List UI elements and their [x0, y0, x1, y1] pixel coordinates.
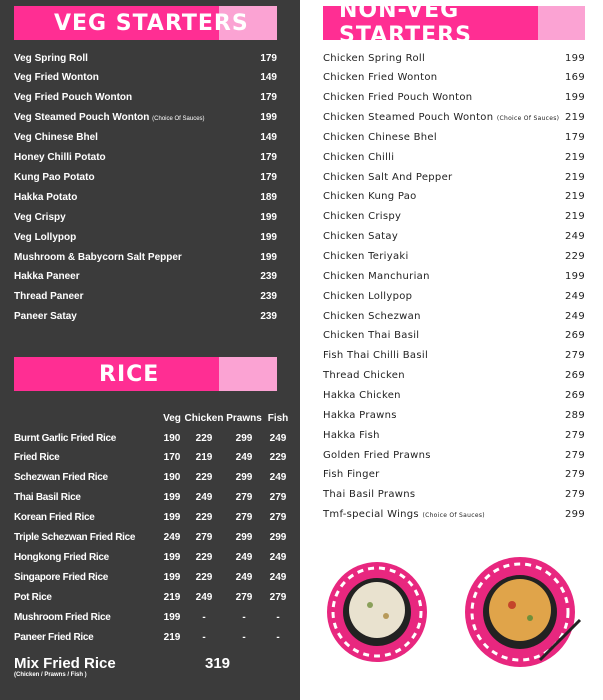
rice-item — [14, 587, 287, 607]
item-price: 199 — [565, 270, 585, 282]
rice-price: 219 — [163, 591, 181, 603]
rice-price: 199 — [163, 611, 181, 623]
item-name: Veg Crispy — [14, 211, 66, 223]
menu-item — [323, 207, 585, 227]
menu-item — [323, 445, 585, 465]
rice-column-headers — [14, 408, 289, 428]
item-price: 179 — [565, 131, 585, 143]
rice-item — [14, 567, 287, 587]
rice-header: RICE — [14, 357, 277, 391]
item-price: 169 — [565, 72, 585, 84]
rice-price: 199 — [163, 512, 181, 524]
item-price: 219 — [565, 211, 585, 223]
menu-item — [14, 247, 277, 267]
rice-price: - — [242, 611, 246, 623]
rice-bowls-image — [300, 550, 603, 700]
rice-price: - — [276, 631, 280, 643]
item-name: Hongkong Fried Rice — [14, 551, 109, 563]
item-name: Triple Schezwan Fried Rice — [14, 532, 136, 543]
item-name: Fish Thai Chilli Basil — [323, 350, 429, 362]
menu-item — [14, 68, 277, 88]
item-price: 279 — [565, 469, 585, 481]
item-name: Chicken Schezwan — [323, 310, 421, 322]
rice-item — [14, 607, 280, 627]
item-name: Veg Spring Roll — [14, 52, 88, 64]
menu-item — [323, 68, 585, 88]
rice-price: 249 — [163, 532, 181, 543]
bowl-veg-rice — [327, 562, 427, 662]
left-panel — [0, 0, 300, 700]
rice-price: 229 — [195, 472, 213, 484]
item-price: 149 — [260, 72, 277, 84]
item-note: (Choice Of Sauces) — [152, 116, 205, 123]
menu-item — [323, 108, 585, 128]
item-name: Hakka Potato — [14, 191, 78, 203]
menu-item — [14, 148, 277, 168]
item-price: 239 — [260, 311, 277, 323]
rice-price: 229 — [269, 452, 287, 464]
item-name: Thai Basil Prawns — [323, 489, 416, 501]
menu-item — [14, 128, 277, 148]
rice-price: 249 — [195, 492, 213, 504]
item-name: Chicken Kung Pao — [323, 191, 417, 203]
item-price: 269 — [565, 389, 585, 401]
menu-item — [323, 227, 585, 247]
item-price: 289 — [565, 409, 585, 421]
item-price: 179 — [260, 171, 277, 183]
item-price: 199 — [260, 211, 277, 223]
item-name: Chicken Steamed Pouch Wonton (Choice Of Sauces) — [323, 112, 560, 124]
item-name: Kung Pao Potato — [14, 171, 95, 183]
mix-fried-rice — [14, 655, 116, 678]
rice-price: 249 — [269, 432, 287, 444]
item-name: Chicken Satay — [323, 231, 399, 243]
menu-item — [323, 385, 585, 405]
item-price: 239 — [260, 291, 277, 303]
menu-item — [323, 366, 585, 386]
item-name: Hakka Chicken — [323, 389, 401, 401]
rice-item — [14, 488, 287, 508]
item-price: 179 — [260, 152, 277, 163]
item-name: Korean Fried Rice — [14, 512, 95, 524]
menu-item — [323, 346, 585, 366]
menu-item — [14, 108, 277, 128]
bowl-fried-rice — [465, 557, 580, 667]
rice-price: 249 — [269, 551, 287, 563]
rice-item — [14, 428, 287, 448]
item-note: (Choice Of Sauces) — [422, 512, 485, 520]
item-price: 219 — [565, 112, 585, 124]
menu-item — [14, 307, 277, 327]
mix-note: (Chicken / Prawns / Fish ) — [14, 672, 87, 678]
item-name: Thread Paneer — [14, 291, 84, 303]
menu-item — [323, 306, 585, 326]
rice-price: 229 — [195, 571, 213, 583]
rice-price: 190 — [163, 472, 181, 484]
item-price: 179 — [260, 52, 277, 64]
menu-item — [323, 505, 585, 525]
menu-item — [14, 187, 277, 207]
menu-item — [323, 405, 585, 425]
menu-item — [323, 465, 585, 485]
rice-price: - — [202, 611, 206, 623]
item-name: Tmf-special Wings (Choice Of Sauces) — [323, 509, 485, 521]
rice-price: 199 — [163, 571, 181, 583]
item-price: 269 — [565, 330, 585, 342]
item-name: Chicken Salt And Pepper — [323, 171, 453, 183]
right-panel — [300, 0, 603, 700]
rice-item — [14, 508, 287, 528]
rice-price: 279 — [269, 512, 287, 524]
rice-price: 279 — [235, 512, 253, 524]
item-name: Paneer Fried Rice — [14, 631, 94, 643]
item-name: Chicken Chilli — [323, 151, 395, 163]
menu-item — [14, 207, 277, 227]
item-price: 219 — [565, 171, 585, 183]
rice-price: 229 — [195, 551, 213, 563]
item-price: 199 — [260, 112, 277, 124]
item-name: Hakka Prawns — [323, 409, 397, 421]
rice-price: 229 — [195, 512, 213, 524]
item-name: Chicken Teriyaki — [323, 251, 409, 262]
menu-item — [323, 326, 585, 346]
menu-item — [323, 485, 585, 505]
item-name: Thai Basil Rice — [14, 492, 81, 504]
item-name: Chicken Chinese Bhel — [323, 131, 437, 143]
non-veg-starters-header: NON-VEG STARTERS — [323, 6, 585, 40]
rice-price: 279 — [195, 532, 213, 543]
item-price: 249 — [565, 290, 585, 302]
item-name: Thread Chicken — [323, 370, 405, 382]
rice-price: 199 — [163, 551, 181, 563]
rice-price: 249 — [235, 551, 253, 563]
rice-price: - — [202, 631, 206, 643]
item-name: Burnt Garlic Fried Rice — [14, 432, 117, 444]
mix-name: Mix Fried Rice — [14, 655, 116, 672]
item-name: Chicken Fried Pouch Wonton — [323, 92, 473, 104]
menu-item — [323, 88, 585, 108]
item-price: 279 — [565, 489, 585, 501]
item-price: 189 — [260, 191, 277, 203]
item-name: Fried Rice — [14, 452, 60, 464]
menu-item — [14, 267, 277, 287]
rice-price: 229 — [195, 432, 213, 444]
rice-price: 190 — [163, 432, 181, 444]
rice-item — [14, 627, 280, 647]
menu-item — [14, 227, 277, 247]
item-price: 199 — [260, 251, 277, 263]
item-name: Singapore Fried Rice — [14, 571, 109, 583]
menu-item — [323, 147, 585, 167]
item-name: Veg Steamed Pouch Wonton (Choice Of Sauces) — [14, 112, 205, 124]
rice-price: 170 — [163, 452, 181, 464]
item-name: Hakka Fish — [323, 429, 380, 441]
rice-column-header: Prawns — [226, 412, 262, 424]
rice-price: 199 — [163, 492, 181, 504]
item-price: 249 — [565, 231, 585, 243]
rice-price: 299 — [235, 472, 253, 484]
item-price: 219 — [565, 151, 585, 163]
rice-column-header: Chicken — [184, 412, 224, 424]
item-name: Chicken Fried Wonton — [323, 72, 438, 84]
veg-starters-header: VEG STARTERS — [14, 6, 277, 40]
item-price: 199 — [565, 52, 585, 64]
item-name: Veg Chinese Bhel — [14, 132, 98, 144]
item-name: Chicken Crispy — [323, 211, 402, 223]
item-price: 199 — [565, 92, 585, 104]
item-name: Mushroom Fried Rice — [14, 611, 111, 623]
rice-price: 249 — [269, 472, 287, 484]
item-name: Fish Finger — [323, 469, 380, 481]
rice-price: 299 — [235, 532, 253, 543]
rice-price: 279 — [269, 591, 287, 603]
menu-item — [323, 127, 585, 147]
menu-item — [323, 266, 585, 286]
item-name: Paneer Satay — [14, 311, 77, 323]
item-name: Schezwan Fried Rice — [14, 472, 108, 484]
item-name: Pot Rice — [14, 591, 52, 603]
rice-price: - — [276, 611, 280, 623]
menu-item — [323, 48, 585, 68]
rice-price: 249 — [235, 452, 253, 464]
item-price: 179 — [260, 92, 277, 104]
rice-column-header: Fish — [267, 412, 289, 424]
rice-price: 299 — [235, 432, 253, 444]
item-note: (Choice Of Sauces) — [496, 115, 560, 123]
item-price: 279 — [565, 449, 585, 461]
rice-price: 219 — [163, 631, 181, 643]
menu-item — [323, 167, 585, 187]
menu-item — [323, 286, 585, 306]
item-name: Mushroom & Babycorn Salt Pepper — [14, 251, 182, 263]
menu-item — [323, 187, 585, 207]
item-name: Veg Fried Pouch Wonton — [14, 92, 133, 104]
rice-item — [14, 448, 287, 468]
item-price: 279 — [565, 429, 585, 441]
item-name: Chicken Spring Roll — [323, 52, 426, 64]
item-name: Golden Fried Prawns — [323, 449, 431, 461]
item-name: Chicken Manchurian — [323, 270, 430, 282]
menu-item — [323, 247, 585, 267]
menu-item — [14, 88, 277, 108]
item-name: Veg Lollypop — [14, 231, 77, 243]
item-price: 269 — [565, 370, 585, 382]
rice-price: 249 — [235, 571, 253, 583]
rice-price: - — [242, 631, 246, 643]
item-price: 239 — [260, 271, 277, 283]
rice-price: 219 — [195, 452, 213, 464]
mix-price: 319 — [205, 655, 231, 672]
item-price: 299 — [565, 509, 585, 521]
item-price: 229 — [565, 251, 585, 262]
item-price: 219 — [565, 191, 585, 203]
rice-price: 279 — [235, 591, 253, 603]
rice-price: 279 — [269, 492, 287, 504]
item-price: 249 — [565, 310, 585, 322]
item-price: 199 — [260, 231, 277, 243]
rice-item — [14, 468, 287, 488]
menu-item — [14, 48, 277, 68]
rice-price: 299 — [269, 532, 287, 543]
menu-item — [323, 425, 585, 445]
item-name: Chicken Lollypop — [323, 290, 413, 302]
rice-item — [14, 547, 287, 567]
menu-item — [14, 167, 277, 187]
item-price: 279 — [565, 350, 585, 362]
rice-price: 279 — [235, 492, 253, 504]
rice-price: 249 — [269, 571, 287, 583]
item-name: Veg Fried Wonton — [14, 72, 99, 84]
item-name: Chicken Thai Basil — [323, 330, 420, 342]
item-price: 149 — [260, 132, 277, 144]
menu-item — [14, 287, 277, 307]
rice-item — [14, 528, 287, 548]
item-name: Hakka Paneer — [14, 271, 80, 283]
rice-column-header: Veg — [163, 412, 181, 424]
rice-price: 249 — [195, 591, 213, 603]
item-name: Honey Chilli Potato — [14, 152, 106, 163]
